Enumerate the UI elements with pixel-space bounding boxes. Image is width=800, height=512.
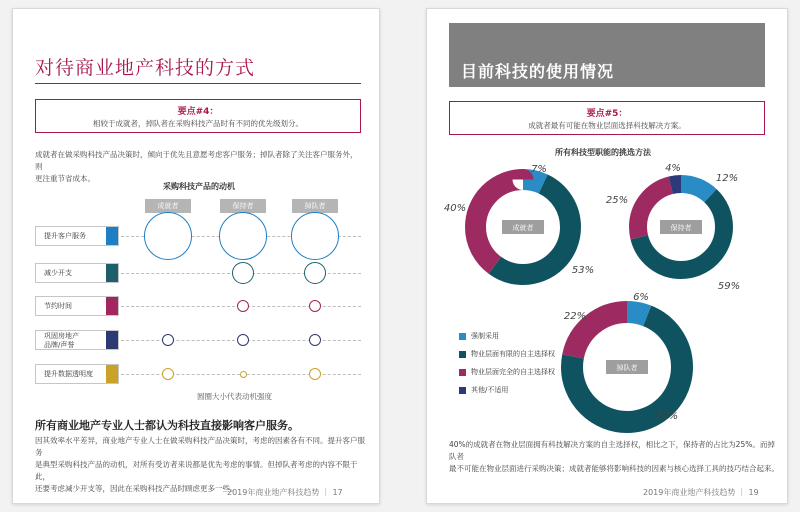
row-label-text: 减少开支 — [44, 269, 72, 277]
slice-value-label: 4% — [665, 163, 681, 174]
key-point-box — [35, 99, 361, 133]
column-header: 掉队者 — [292, 199, 338, 213]
chart-title: 采购科技产品的动机 — [163, 182, 235, 191]
motivation-bubble — [291, 212, 339, 260]
row-label — [35, 364, 119, 384]
legend-swatch — [459, 369, 466, 376]
row-label — [35, 330, 119, 350]
legend-swatch — [459, 387, 466, 394]
legend-swatch — [459, 351, 466, 358]
legend-label: 强制采用 — [471, 332, 499, 340]
title-rule — [35, 83, 361, 84]
left-page — [12, 8, 380, 504]
column-header: 成就者 — [145, 199, 191, 213]
right-page — [426, 8, 788, 504]
motivation-bubble — [144, 212, 192, 260]
slice-value-label: 72% — [655, 411, 679, 422]
legend-swatch — [459, 333, 466, 340]
body-line: 最不可能在物业层面进行采购决策；成就者能够将影响科技的因素与核心选择工具的技巧结合起来。 — [449, 464, 779, 473]
row-color-tab — [106, 227, 118, 245]
intro-line: 更注重节省成本。 — [35, 174, 95, 183]
legend-label: 其他/不适用 — [471, 386, 509, 394]
page-title: 目前科技的使用情况 — [461, 62, 615, 81]
motivation-bubble — [309, 300, 321, 312]
slice-value-label: 22% — [563, 311, 587, 322]
row-color-tab — [106, 264, 118, 282]
row-label-text: 提升客户服务 — [44, 232, 86, 240]
motivation-bubble — [162, 368, 174, 380]
slice-value-label: 25% — [605, 195, 629, 206]
legend-label: 物业层面有限的自主选择权 — [471, 350, 555, 358]
motivation-bubble — [237, 300, 249, 312]
motivation-bubble — [232, 262, 254, 284]
row-color-tab — [106, 297, 118, 315]
key-point-box — [449, 101, 765, 135]
motivation-bubble — [240, 371, 247, 378]
donut-center-label: 成就者 — [512, 224, 534, 232]
slice-value-label: 40% — [443, 203, 467, 214]
row-label-text: 提升数据透明度 — [44, 370, 93, 378]
key-point-body: 成就者最有可能在物业层面选择科技解决方案。 — [528, 121, 686, 130]
intro-paragraph — [35, 149, 361, 185]
motivation-bubble — [219, 212, 267, 260]
row-label — [35, 263, 119, 283]
body-line: 还要考虑减少开支等，因此在采购科技产品时顾虑更多一些。 — [35, 484, 238, 493]
section-heading: 所有商业地产专业人士都认为科技直接影响客户服务。 — [35, 419, 299, 432]
motivation-bubble — [309, 334, 321, 346]
chart-title: 所有科技型职能的挑选方法 — [555, 148, 651, 157]
key-point-title: 要点#5： — [586, 109, 628, 119]
legend-label: 物业层面完全的自主选择权 — [471, 368, 555, 376]
motivation-bubble — [309, 368, 321, 380]
key-point-body: 相较于成就者，掉队者在采购科技产品时有不同的优先级划分。 — [93, 119, 303, 128]
page-title: 对待商业地产科技的方式 — [35, 57, 256, 79]
donut-center-label: 保持者 — [670, 224, 692, 232]
row-label-text: 巩固房地产 品牌/声誉 — [44, 332, 79, 349]
motivation-bubble — [162, 334, 174, 346]
body-line: 是典型采购科技产品的动机，对所有受访者来说都是优先考虑的事情。但掉队者考虑的内容不限于此， — [35, 460, 358, 481]
row-label-text: 节约时间 — [44, 302, 72, 310]
intro-line: 成就者在做采购科技产品决策时，倾向于优先且意愿考虑客户服务；掉队者除了关注客户服务外，则 — [35, 150, 358, 171]
slice-value-label: 12% — [715, 173, 739, 184]
page-footer: 2019年商业地产科技趋势 ｜ 19 — [643, 488, 759, 497]
slice-value-label: 6% — [633, 292, 649, 303]
row-color-tab — [106, 365, 118, 383]
key-point-title: 要点#4： — [177, 107, 219, 117]
body-line: 因其效率水平差异，商业地产专业人士在做采购科技产品决策时，考虑的因素各有不同。提升客户服务 — [35, 436, 365, 457]
slice-value-label: 59% — [717, 281, 741, 292]
row-label — [35, 296, 119, 316]
donut-center-label: 掉队者 — [616, 364, 638, 372]
body-line: 40%的成就者在物业层面拥有科技解决方案的自主选择权，相比之下，保持者的占比为25%。而掉队者 — [449, 440, 775, 461]
body-paragraph — [35, 435, 365, 495]
slice-value-label: 53% — [571, 265, 595, 276]
column-header: 保持者 — [220, 199, 266, 213]
body-paragraph — [449, 439, 779, 475]
page-footer: 2019年商业地产科技趋势 ｜ 17 — [227, 488, 343, 497]
row-label — [35, 226, 119, 246]
motivation-bubble — [304, 262, 326, 284]
chart-caption: 圆圈大小代表动机强度 — [197, 392, 272, 401]
row-color-tab — [106, 331, 118, 349]
slice-value-label: 7% — [531, 164, 547, 175]
motivation-bubble — [237, 334, 249, 346]
